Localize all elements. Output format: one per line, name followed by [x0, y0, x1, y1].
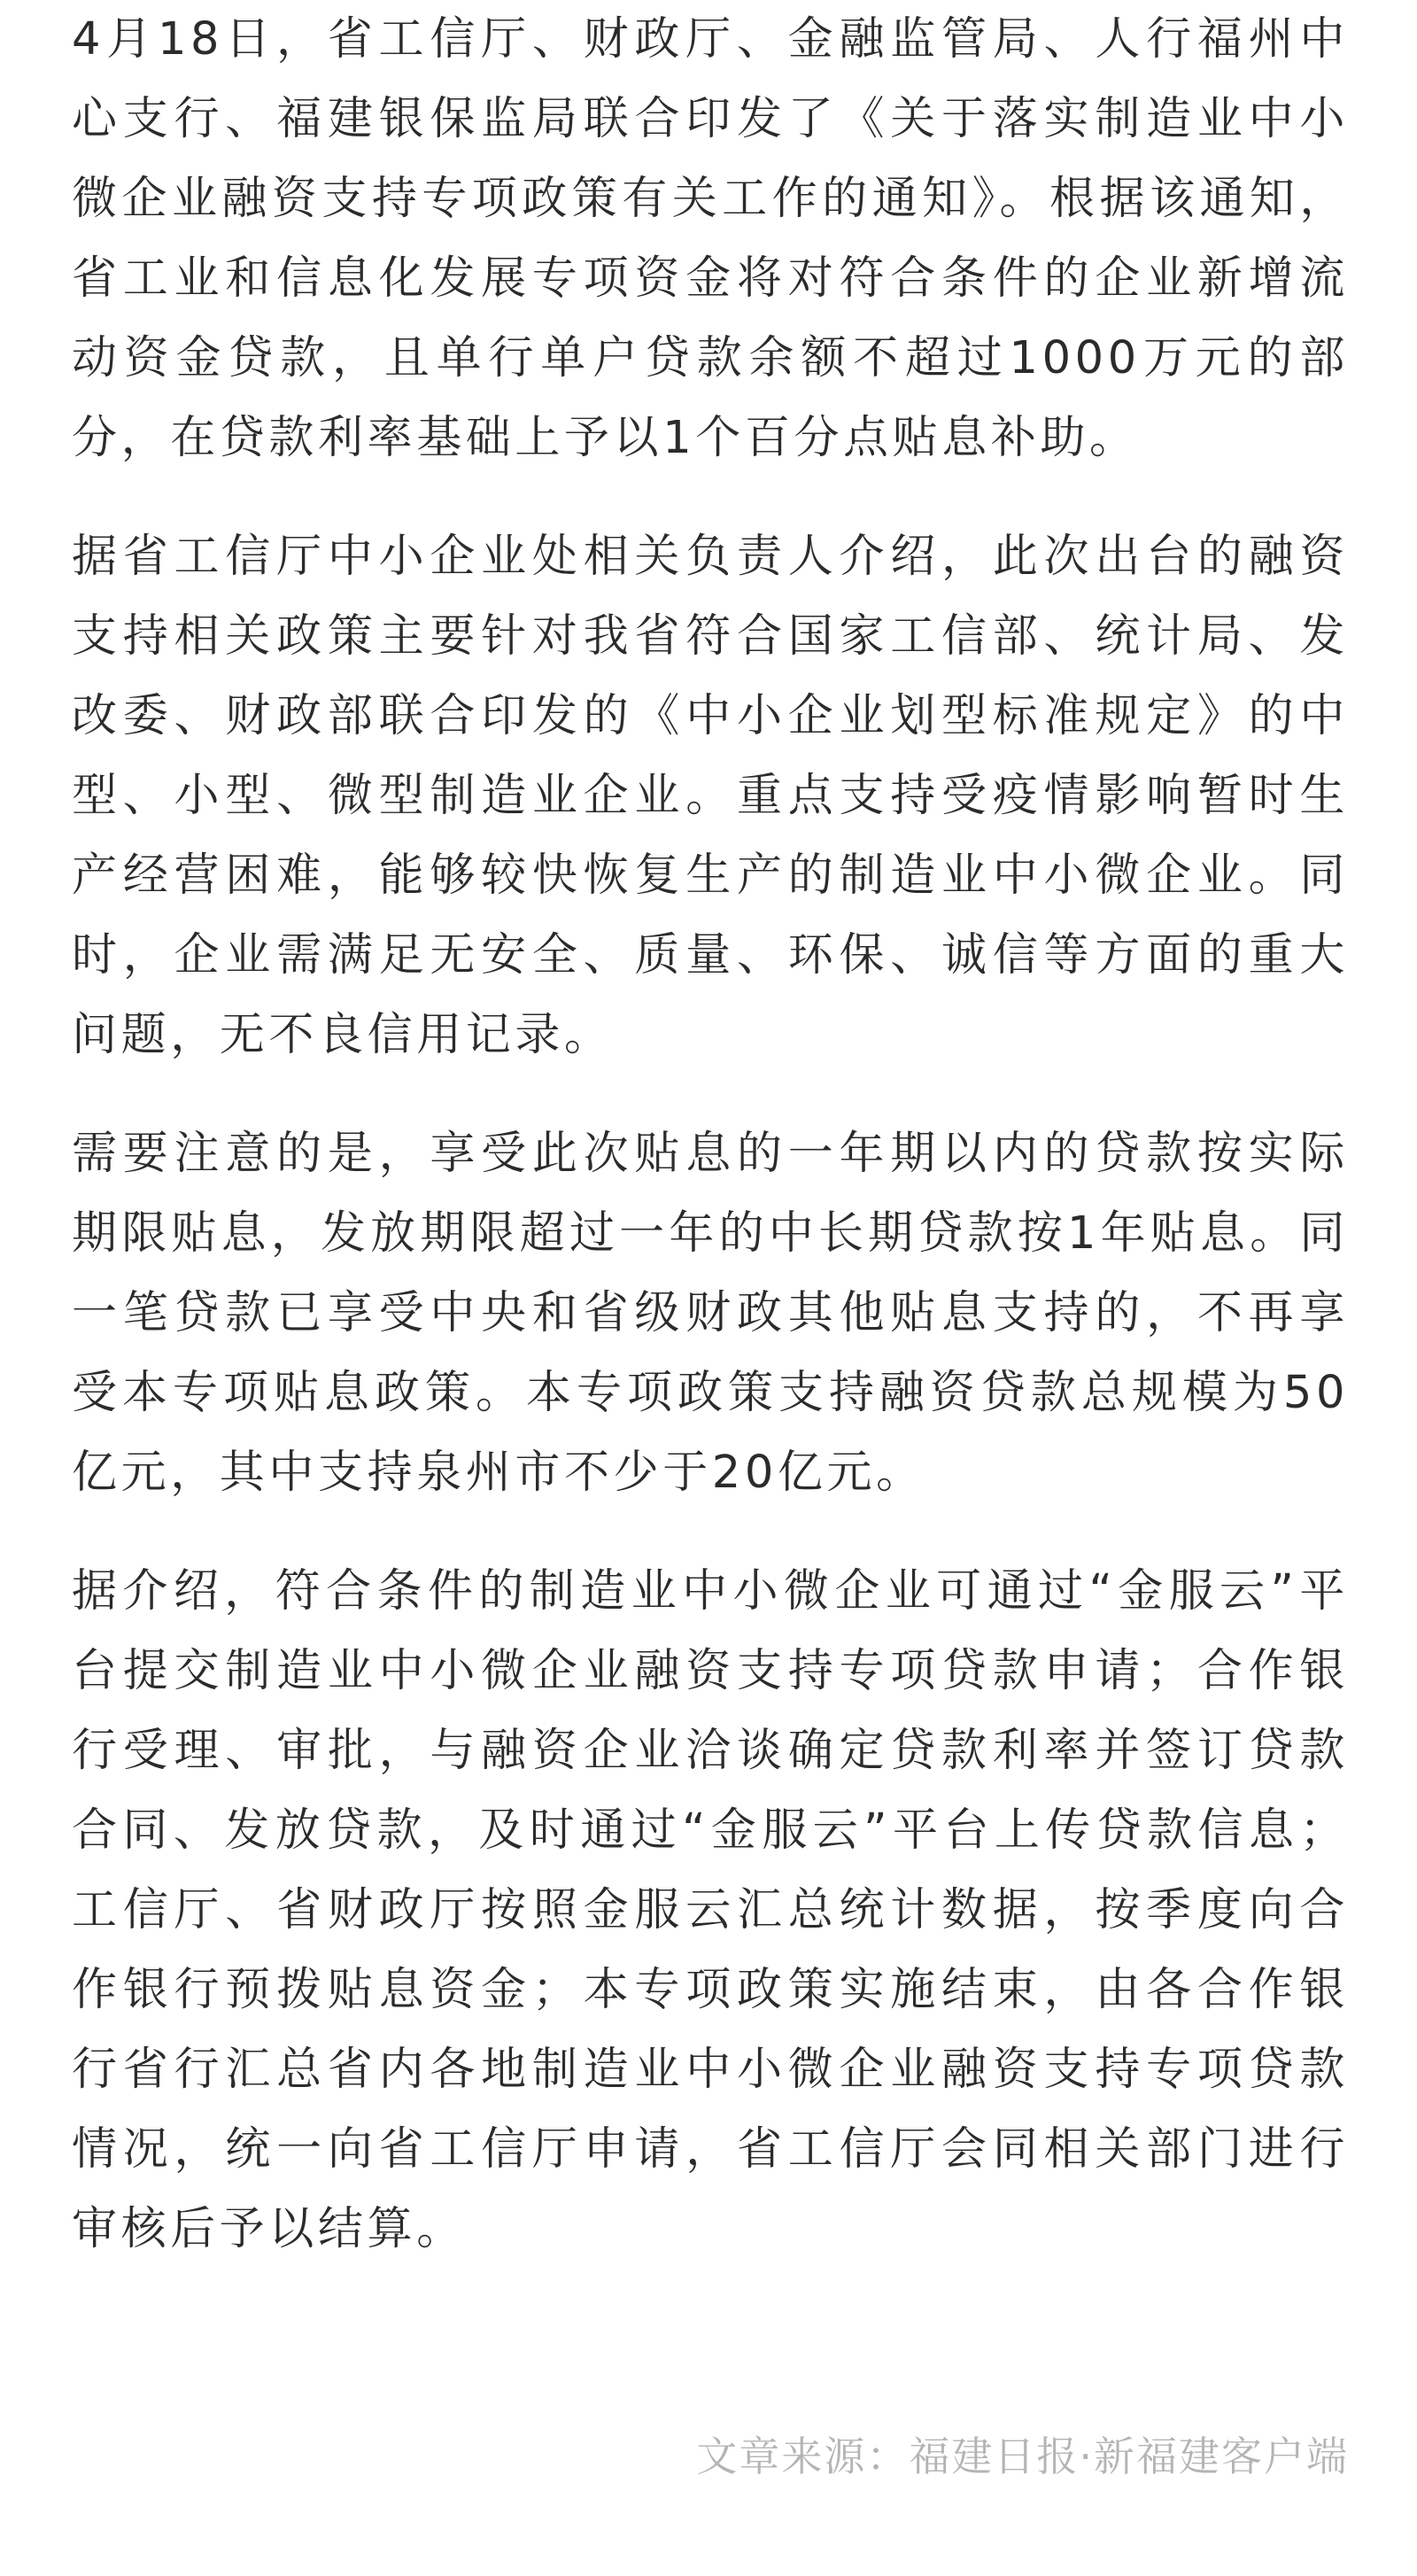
paragraph-4: 据介绍，符合条件的制造业中小微企业可通过“金服云”平台提交制造业中小微企业融资支持专项贷款申请；合作银行受理、审批，与融资企业洽谈确定贷款利率并签订贷款合同、发放贷款，及时通过“金服云”平台上传贷款信息；工信厅、省财政厅按照金服云汇总统计数据，按季度向合作银行预拨贴息资金；本专项政策实施结束，由各合作银行省行汇总省内各地制造业中小微企业融资支持专项贷款情况，统一向省工信厅申请，省工信厅会同相关部门进行审核后予以结算。	[72, 1565, 1349, 2255]
paragraph-2: 据省工信厅中小企业处相关负责人介绍，此次出台的融资支持相关政策主要针对我省符合国家工信部、统计局、发改委、财政部联合印发的《中小企业划型标准规定》的中型、小型、微型制造业企业。重点支持受疫情影响暂时生产经营困难，能够较快恢复生产的制造业中小微企业。同时，企业需满足无安全、质量、环保、诚信等方面的重大问题，无不良信用记录。	[72, 531, 1349, 1061]
paragraph-3: 需要注意的是，享受此次贴息的一年期以内的贷款按实际期限贴息，发放期限超过一年的中长期贷款按1年贴息。同一笔贷款已享受中央和省级财政其他贴息支持的，不再享受本专项贴息政策。本专项政策支持融资贷款总规模为50亿元，其中支持泉州市不少于20亿元。	[72, 1128, 1349, 1499]
paragraph-1: 4月18日，省工信厅、财政厅、金融监管局、人行福州中心支行、福建银保监局联合印发了《关于落实制造业中小微企业融资支持专项政策有关工作的通知》。根据该通知，省工业和信息化发展专项资金将对符合条件的企业新增流动资金贷款，且单行单户贷款余额不超过1000万元的部分，在贷款利率基础上予以1个百分点贴息补助。	[72, 13, 1349, 464]
article-body	[72, 0, 1349, 2308]
article-source: 文章来源：福建日报·新福建客户端	[696, 2432, 1349, 2480]
